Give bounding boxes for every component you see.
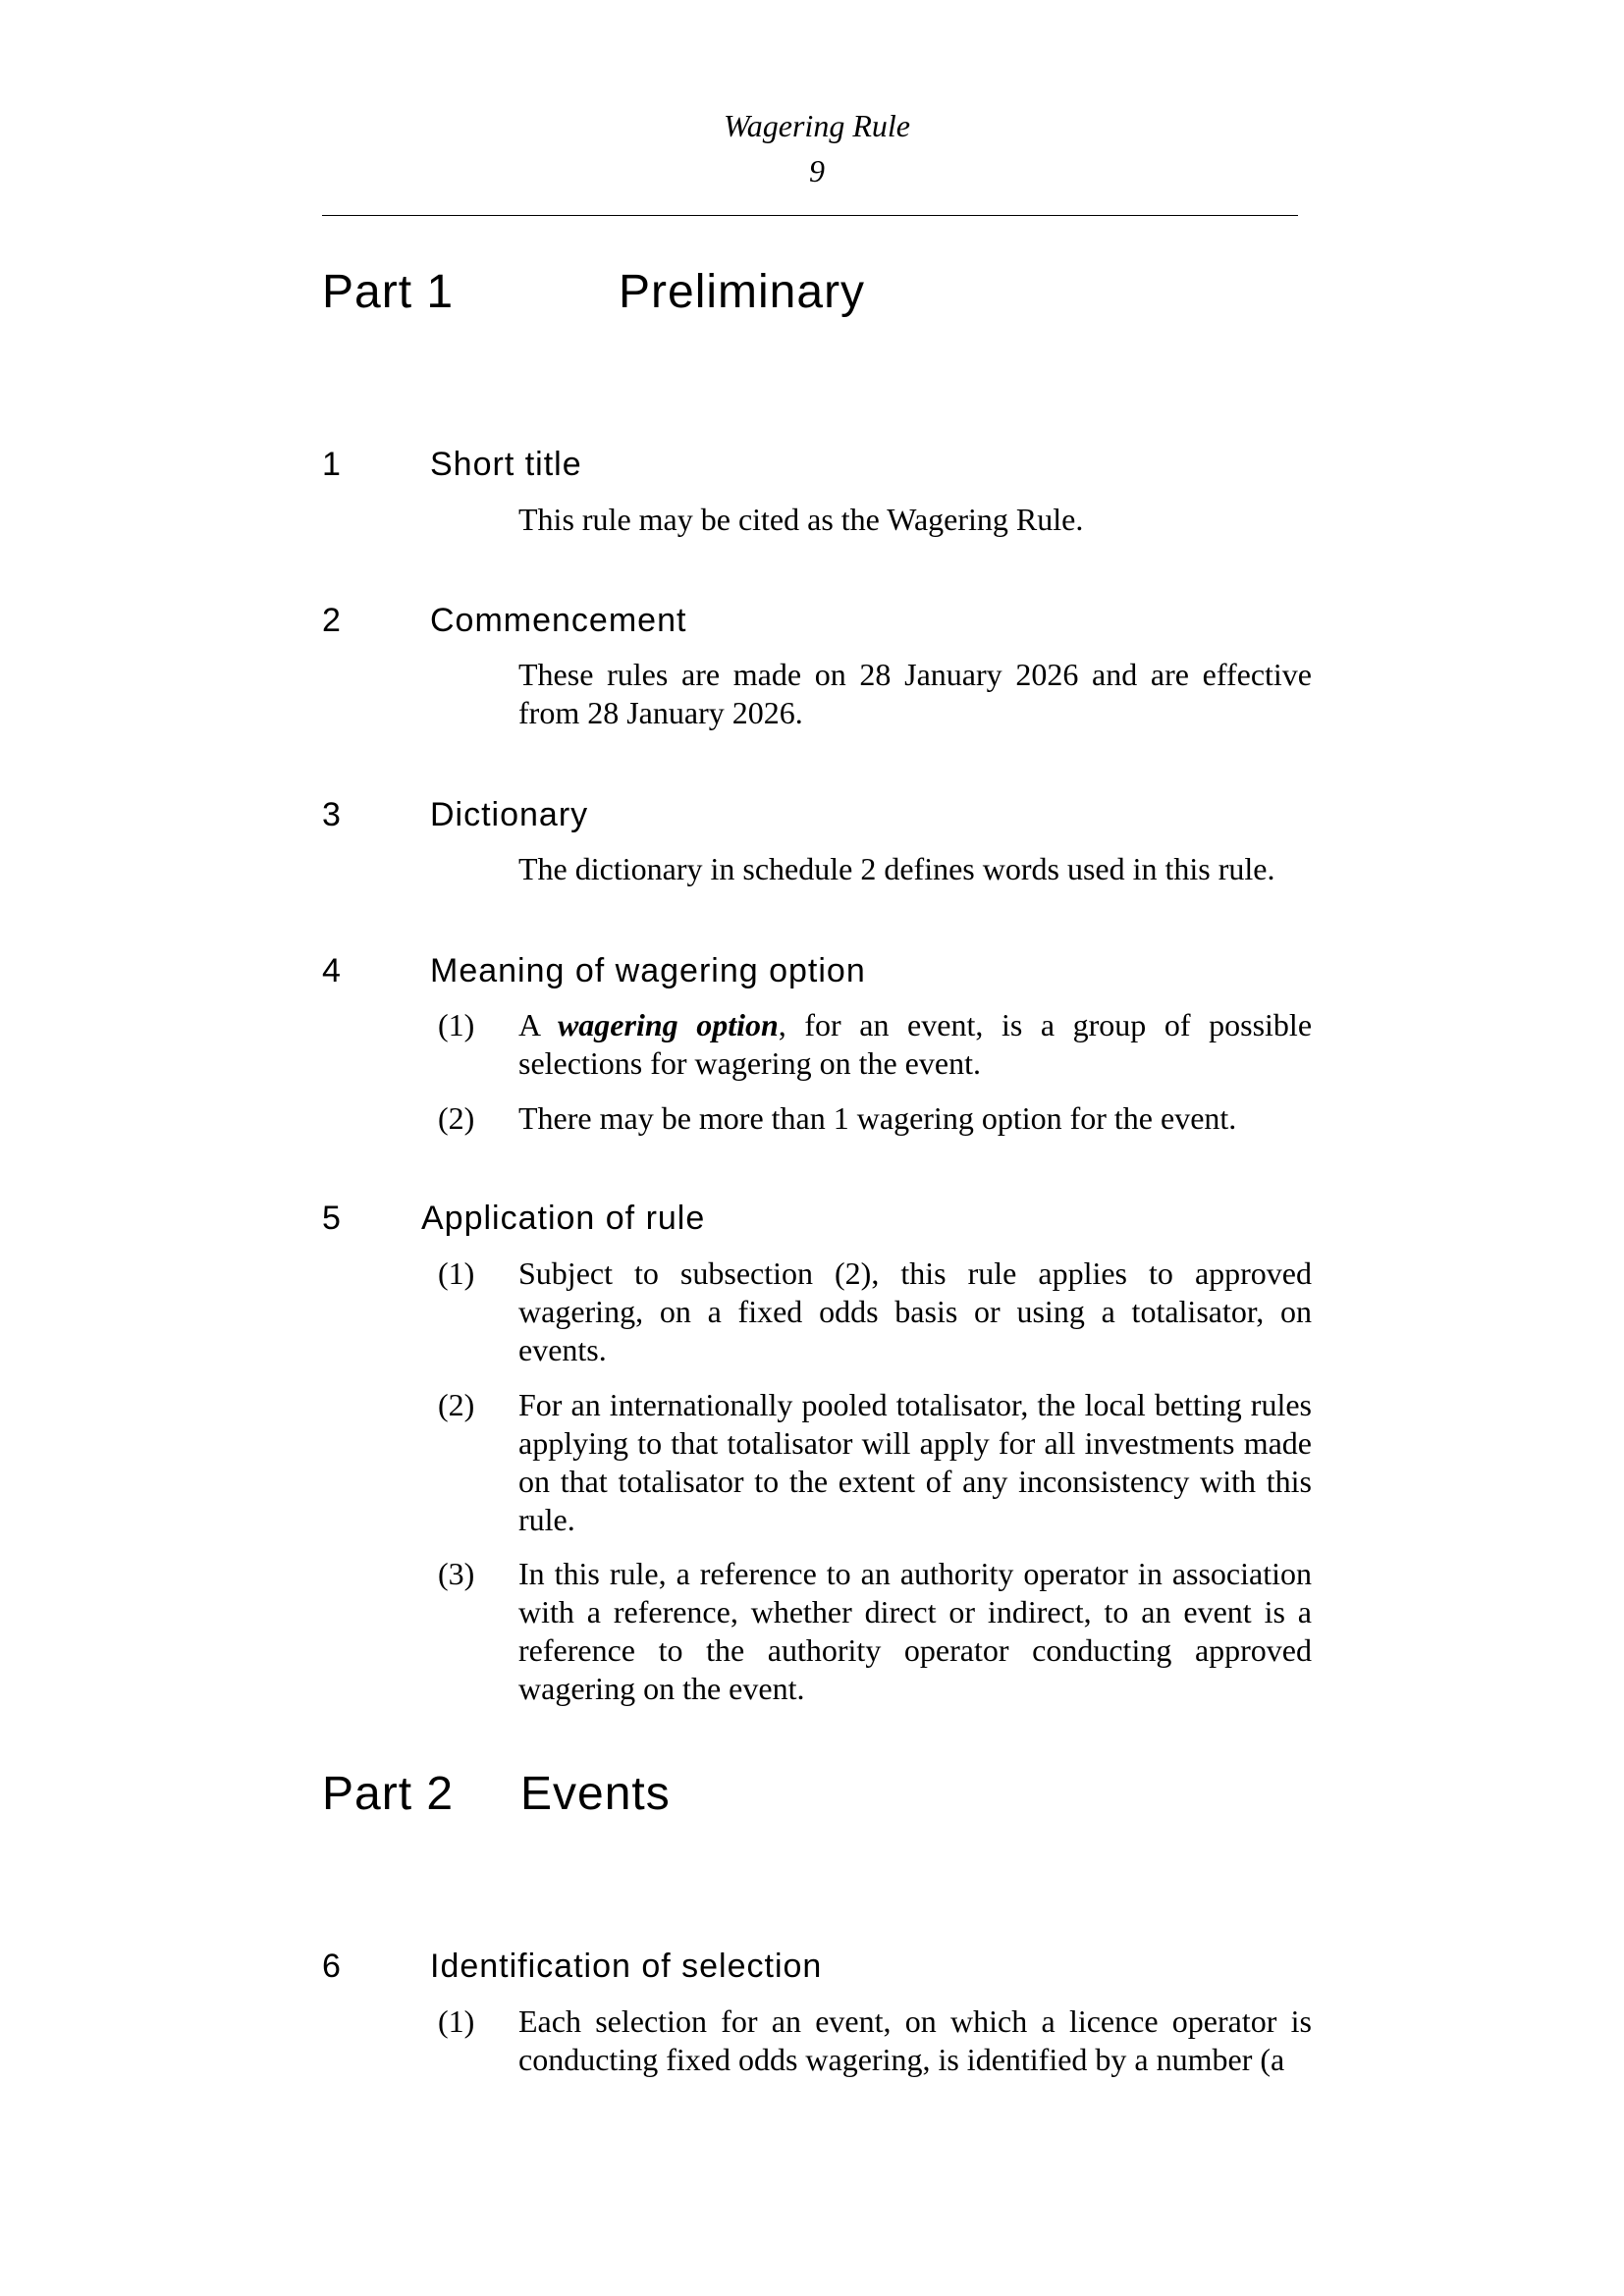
running-header-title: Wagering Rule (724, 108, 910, 143)
section-title: Meaning of wagering option (430, 952, 866, 989)
header-divider (322, 215, 1298, 216)
subsection-text: Each selection for an event, on which a licence operator is conducting fixed odds wagering, is identified by a number (a (518, 2003, 1312, 2077)
subsection-number: (1) (438, 2003, 475, 2039)
subsection-number: (2) (438, 1100, 475, 1136)
section-title: Short title (430, 446, 582, 483)
subsection-number: (2) (438, 1387, 475, 1422)
section-3-text: The dictionary in schedule 2 defines words used in this rule. (518, 851, 1275, 886)
subsection-number: (3) (438, 1556, 475, 1591)
section-number: 3 (322, 796, 342, 833)
section-2-text: These rules are made on 28 January 2026 and are effective from 28 January 2026. (518, 657, 1312, 730)
section-number: 2 (322, 602, 342, 639)
part-name: Preliminary (619, 266, 866, 318)
section-number: 6 (322, 1948, 342, 1985)
subsection-number: (1) (438, 1007, 475, 1042)
subsection-text: There may be more than 1 wagering option for the event. (518, 1100, 1237, 1136)
subsection-text-rest: , for an event, is a group of possible selections for wagering on the event. (518, 1007, 1313, 1081)
subsection-text: In this rule, a reference to an authority operator in association with a reference, whether direct or indirect, to an event is a reference to the authority operator conducting approved wagering on the event. (518, 1556, 1312, 1706)
subsection-text-lead: A (518, 1007, 558, 1042)
page-number: 9 (809, 153, 825, 188)
part-name: Events (520, 1768, 671, 1820)
section-title: Commencement (430, 602, 687, 639)
part-heading-2 (322, 1767, 671, 1821)
section-title: Dictionary (430, 796, 589, 833)
subsection-text: Subject to subsection (2), this rule applies to approved wagering, on a fixed odds basis or using a totalisator, on events. (518, 1255, 1312, 1367)
section-title: Identification of selection (430, 1948, 823, 1985)
part-label: Part 1 (322, 266, 455, 318)
defined-term: wagering option (557, 1007, 779, 1042)
subsection-number: (1) (438, 1255, 475, 1291)
section-title: Application of rule (421, 1200, 706, 1237)
subsection-text (518, 1006, 1312, 1083)
section-1-text: This rule may be cited as the Wagering Rule. (518, 502, 1084, 537)
section-number: 4 (322, 952, 342, 989)
part-heading-1 (322, 265, 866, 319)
subsection-text: For an internationally pooled totalisator, the local betting rules applying to that totalisator will apply for all investments made on that totalisator to the extent of any inconsistency with this rule. (518, 1387, 1312, 1537)
part-label: Part 2 (322, 1768, 455, 1820)
section-number: 1 (322, 446, 342, 483)
section-number: 5 (322, 1200, 342, 1237)
